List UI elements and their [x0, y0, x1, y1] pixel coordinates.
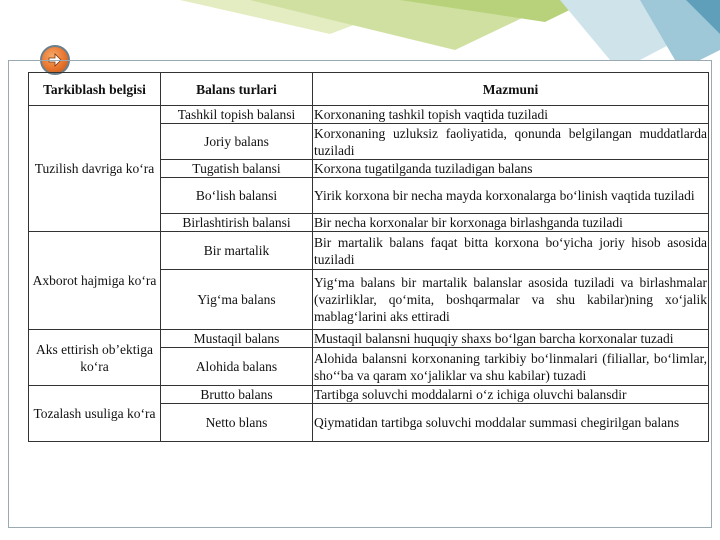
description-cell: Tartibga soluvchi moddalarni o‘z ichiga oluvchi balansdir: [313, 386, 709, 404]
table-row: [29, 330, 709, 348]
category-cell: Axborot hajmiga ko‘ra: [29, 232, 161, 330]
balance-type-cell: Brutto balans: [161, 386, 313, 404]
description-cell: Qiymatidan tartibga soluvchi moddalar summasi chegirilgan balans: [313, 404, 709, 442]
header-classification: Tarkiblash belgisi: [29, 73, 161, 106]
description-cell: Bir martalik balans faqat bitta korxona bo‘yicha joriy hisob asosida tuziladi: [313, 232, 709, 270]
balance-type-cell: Netto blans: [161, 404, 313, 442]
balance-type-cell: Tashkil topish balansi: [161, 106, 313, 124]
description-cell: Alohida balansni korxonaning tarkibiy bo‘linmalari (filiallar, bo‘limlar, sho‘‘ba va qaram xo‘jaliklar va shu kabilar) tuzadi: [313, 348, 709, 386]
balance-type-cell: Bir martalik: [161, 232, 313, 270]
table-row: [29, 232, 709, 270]
balance-type-cell: Tugatish balansi: [161, 160, 313, 178]
balance-type-cell: Bo‘lish balansi: [161, 178, 313, 214]
balance-type-cell: Joriy balans: [161, 124, 313, 160]
header-balance-types: Balans turlari: [161, 73, 313, 106]
description-cell: Korxona tugatilganda tuziladigan balans: [313, 160, 709, 178]
table-header-row: [29, 73, 709, 106]
description-cell: Mustaqil balansni huquqiy shaxs bo‘lgan barcha korxonalar tuzadi: [313, 330, 709, 348]
balance-type-cell: Mustaqil balans: [161, 330, 313, 348]
header-content: Mazmuni: [313, 73, 709, 106]
description-cell: Korxonaning tashkil topish vaqtida tuziladi: [313, 106, 709, 124]
decorative-stripes: [0, 0, 720, 60]
balance-type-cell: Yig‘ma balans: [161, 270, 313, 330]
description-cell: Yirik korxona bir necha mayda korxonalarga bo‘linish vaqtida tuziladi: [313, 178, 709, 214]
balance-type-cell: Alohida balans: [161, 348, 313, 386]
category-cell: Tuzilish davriga ko‘ra: [29, 106, 161, 232]
description-cell: Yig‘ma balans bir martalik balanslar asosida tuziladi va birlashmalar (vazirliklar, qo‘mita, boshqarmalar va shu kabilar)ning xo‘jalik mablag‘larini aks ettiradi: [313, 270, 709, 330]
category-cell: Aks ettirish ob’ektiga ko‘ra: [29, 330, 161, 386]
balance-type-cell: Birlashtirish balansi: [161, 214, 313, 232]
category-cell: Tozalash usuliga ko‘ra: [29, 386, 161, 442]
balance-types-table: [28, 72, 709, 442]
description-cell: Bir necha korxonalar bir korxonaga birlashganda tuziladi: [313, 214, 709, 232]
description-cell: Korxonaning uzluksiz faoliyatida, qonunda belgilangan muddatlarda tuziladi: [314, 125, 707, 158]
table-row: [29, 106, 709, 124]
table-row: [29, 386, 709, 404]
